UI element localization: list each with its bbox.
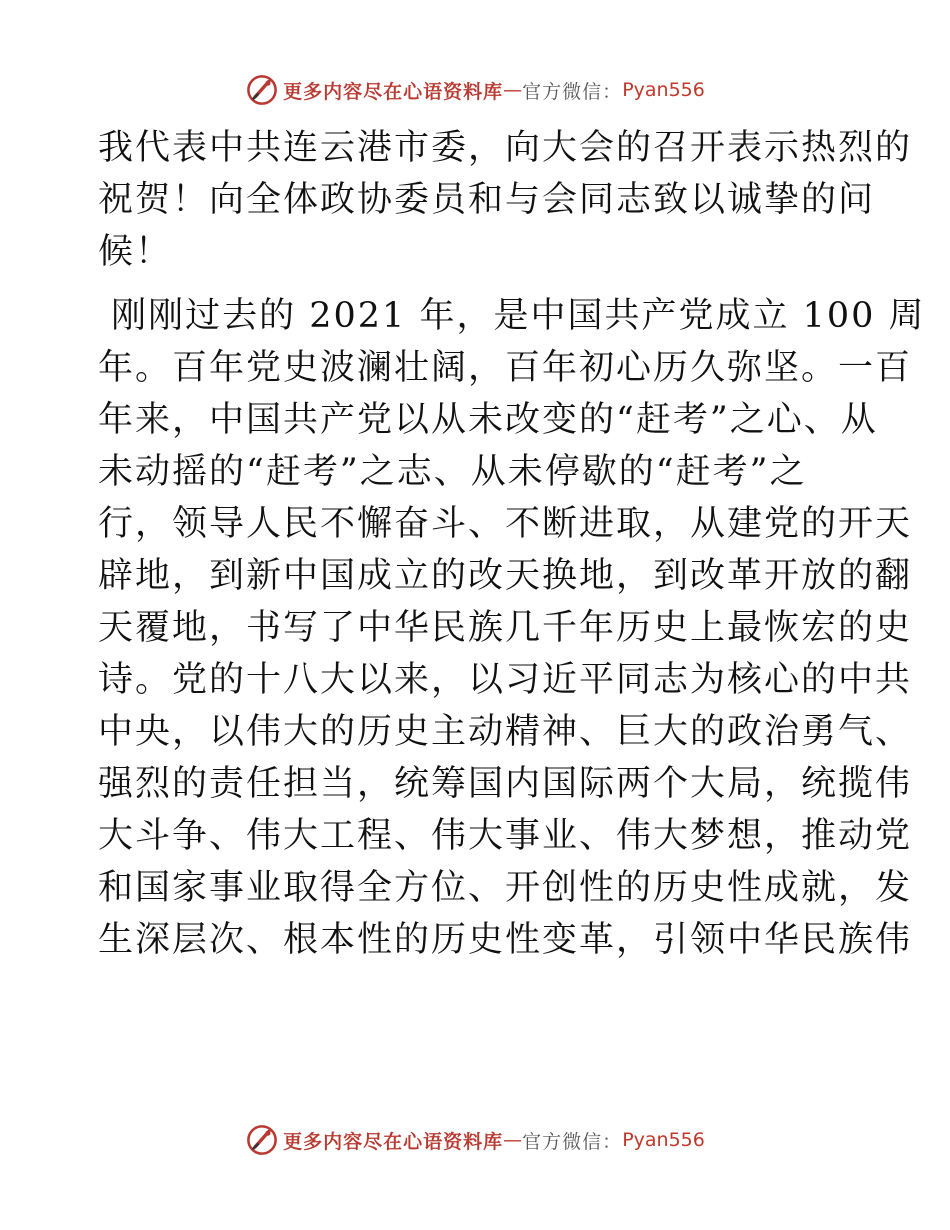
document-body [98,122,926,966]
text-line: 我代表中共连云港市委，向大会的召开表示热烈的 [98,128,913,168]
text-line: 刚刚过去的 2021 年，是中国共产党成立 100 周 [98,296,926,336]
text-line: 辟地，到新中国成立的改天换地，到改革开放的翻 [98,556,913,596]
text-line: 中央，以伟大的历史主动精神、巨大的政治勇气、 [98,712,913,752]
banner-main-text: 更多内容尽在心语资料库 [283,1130,504,1153]
logo-icon [245,73,279,107]
text-line: 年来，中国共产党以从未改变的“赶考”之心、从 [98,400,878,440]
banner-wechat-id: Pyan556 [622,1129,705,1151]
banner-main-text: 更多内容尽在心语资料库 [283,80,504,103]
text-line: 候！ [98,232,173,272]
logo-icon [245,1123,279,1157]
text-line: 行，领导人民不懈奋斗、不断进取，从建党的开天 [98,504,913,544]
header-watermark-banner [0,70,950,110]
text-line: 祝贺！向全体政协委员和与会同志致以诚挚的问 [98,180,876,220]
text-line: 年。百年党史波澜壮阔，百年初心历久弥坚。一百 [98,348,913,388]
banner-dash: — [503,79,523,101]
footer-watermark-banner [0,1120,950,1160]
banner-wechat-id: Pyan556 [622,79,705,101]
text-line: 未动摇的“赶考”之志、从未停歇的“赶考”之 [98,452,807,492]
paragraph-2 [98,290,926,966]
paragraph-1 [98,122,913,278]
text-line: 大斗争、伟大工程、伟大事业、伟大梦想，推动党 [98,816,913,856]
text-line: 天覆地，书写了中华民族几千年历史上最恢宏的史 [98,608,913,648]
text-line: 诗。党的十八大以来，以习近平同志为核心的中共 [98,660,913,700]
text-line: 生深层次、根本性的历史性变革，引领中华民族伟 [98,920,913,960]
banner-wechat-label: 官方微信： [522,80,623,103]
text-line: 强烈的责任担当，统筹国内国际两个大局，统揽伟 [98,764,913,804]
banner-dash: — [503,1129,523,1151]
banner-wechat-label: 官方微信： [522,1130,623,1153]
text-line: 和国家事业取得全方位、开创性的历史性成就，发 [98,868,913,908]
